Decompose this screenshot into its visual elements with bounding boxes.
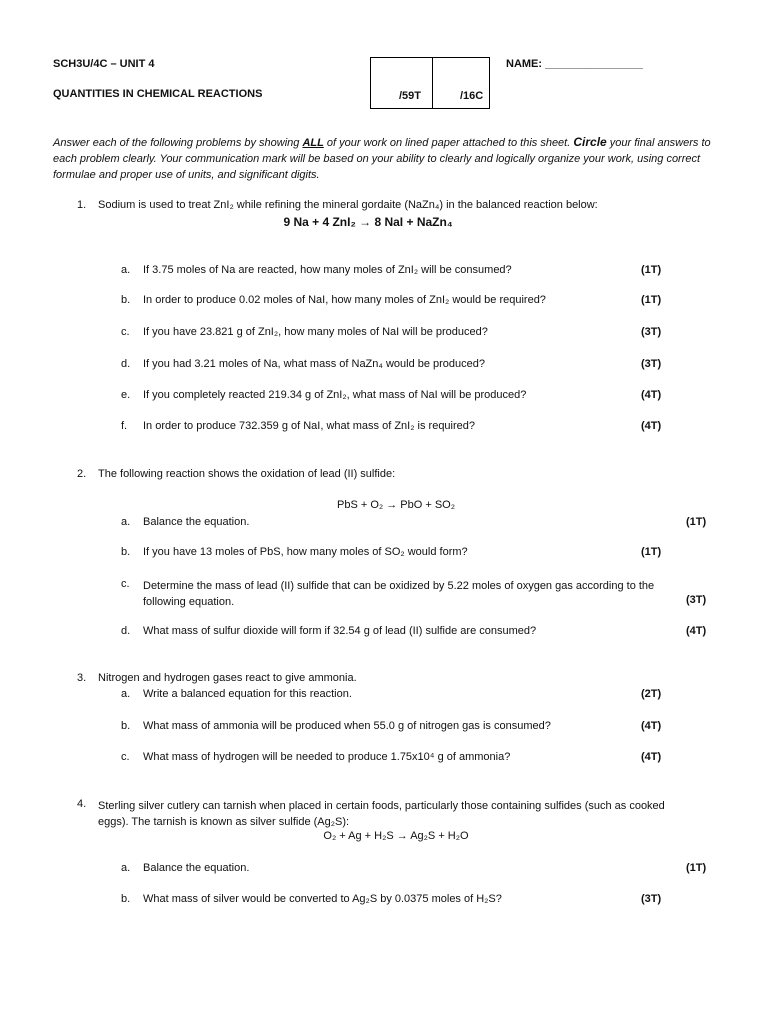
q3b-text: What mass of ammonia will be produced when 55.0 g of nitrogen gas is consumed? (143, 720, 551, 732)
q3b-marks: (4T) (641, 720, 662, 732)
q4a-marks: (1T) (686, 862, 707, 874)
q1a-marks: (1T) (641, 264, 662, 276)
q1a-label: a. (121, 264, 131, 276)
q3c-text: What mass of hydrogen will be needed to produce 1.75x10⁴ g of ammonia? (143, 751, 511, 763)
q2d-label: d. (121, 625, 131, 637)
q2c-label: c. (121, 578, 130, 590)
q1e-label: e. (121, 389, 131, 401)
q2b-marks: (1T) (641, 546, 662, 558)
instructions-part-3: your final answers to each problem clearly. Your communication mark will be based on your ability to clearly and logically organize your work, using correct formulae and proper use of units, and significant digits. (53, 137, 711, 181)
q4-text: Sterling silver cutlery can tarnish when placed in certain foods, particularly those containing sulfides (such as cooked eggs). The tarnish is known as silver sulfide (Ag₂S): (98, 800, 665, 828)
q1b-marks: (1T) (641, 294, 662, 306)
instructions (53, 134, 713, 183)
q3-text: Nitrogen and hydrogen gases react to give ammonia. (98, 672, 357, 684)
q4b-marks: (3T) (641, 893, 662, 905)
q2d-marks: (4T) (686, 625, 707, 637)
q3c-label: c. (121, 751, 130, 763)
q2-text: The following reaction shows the oxidation of lead (II) sulfide: (98, 468, 396, 480)
q2a-text: Balance the equation. (143, 516, 250, 528)
name-field-label: NAME: ________________ (506, 58, 643, 70)
q2b-label: b. (121, 546, 131, 558)
q1b-label: b. (121, 294, 131, 306)
q1-text: Sodium is used to treat ZnI₂ while refining the mineral gordaite (NaZn₄) in the balanced reaction below: (98, 199, 598, 211)
q2d-text: What mass of sulfur dioxide will form if 32.54 g of lead (II) sulfide are consumed? (143, 625, 537, 637)
marks-communication: /16C (460, 90, 484, 102)
q1-number: 1. (77, 199, 87, 211)
q1e-text: If you completely reacted 219.34 g of ZnI₂, what mass of NaI will be produced? (143, 389, 527, 401)
course-code: SCH3U/4C – UNIT 4 (53, 58, 155, 70)
q1a-text: If 3.75 moles of Na are reacted, how many moles of ZnI₂ will be consumed? (143, 264, 512, 276)
instructions-all: ALL (302, 137, 324, 149)
q1-equation: 9 Na + 4 ZnI₂ → 8 NaI + NaZn₄ (283, 215, 453, 229)
q1e-marks: (4T) (641, 389, 662, 401)
q2c-marks: (3T) (686, 594, 707, 606)
q1b-text: In order to produce 0.02 moles of NaI, how many moles of ZnI₂ would be required? (143, 294, 546, 306)
q1d-label: d. (121, 358, 131, 370)
q4a-label: a. (121, 862, 131, 874)
q3a-label: a. (121, 688, 131, 700)
instructions-part-1: Answer each of the following problems by showing (53, 137, 303, 149)
q1c-marks: (3T) (641, 326, 662, 338)
q4-equation: O₂ + Ag + H₂S → Ag₂S + H₂O (323, 830, 469, 842)
page-title: QUANTITIES IN CHEMICAL REACTIONS (53, 88, 263, 100)
q1c-text: If you have 23.821 g of ZnI₂, how many moles of NaI will be produced? (143, 326, 488, 338)
marks-box (370, 57, 490, 109)
q3a-marks: (2T) (641, 688, 662, 700)
q1d-marks: (3T) (641, 358, 662, 370)
q1c-label: c. (121, 326, 130, 338)
q1d-text: If you had 3.21 moles of Na, what mass of NaZn₄ would be produced? (143, 358, 486, 370)
marks-box-divider (432, 58, 433, 108)
q4a-text: Balance the equation. (143, 862, 250, 874)
q2-number: 2. (77, 468, 87, 480)
q3c-marks: (4T) (641, 751, 662, 763)
instructions-circle: Circle (573, 135, 607, 149)
q2a-label: a. (121, 516, 131, 528)
q3-number: 3. (77, 672, 87, 684)
q4b-label: b. (121, 893, 131, 905)
q2c-text: Determine the mass of lead (II) sulfide that can be oxidized by 5.22 moles of oxygen gas according to the following equation. (143, 580, 655, 608)
q1f-marks: (4T) (641, 420, 662, 432)
q3b-label: b. (121, 720, 131, 732)
q3a-text: Write a balanced equation for this reaction. (143, 688, 352, 700)
instructions-part-2: of your work on lined paper attached to this sheet. (323, 137, 574, 149)
q2-equation: PbS + O₂ → PbO + SO₂ (337, 499, 455, 511)
q1f-label: f. (121, 420, 128, 432)
marks-thinking: /59T (399, 90, 422, 102)
q4-number: 4. (77, 798, 87, 810)
q2b-text: If you have 13 moles of PbS, how many moles of SO₂ would form? (143, 546, 468, 558)
q4b-text: What mass of silver would be converted to Ag₂S by 0.0375 moles of H₂S? (143, 893, 502, 905)
q2a-marks: (1T) (686, 516, 707, 528)
q1f-text: In order to produce 732.359 g of NaI, what mass of ZnI₂ is required? (143, 420, 476, 432)
